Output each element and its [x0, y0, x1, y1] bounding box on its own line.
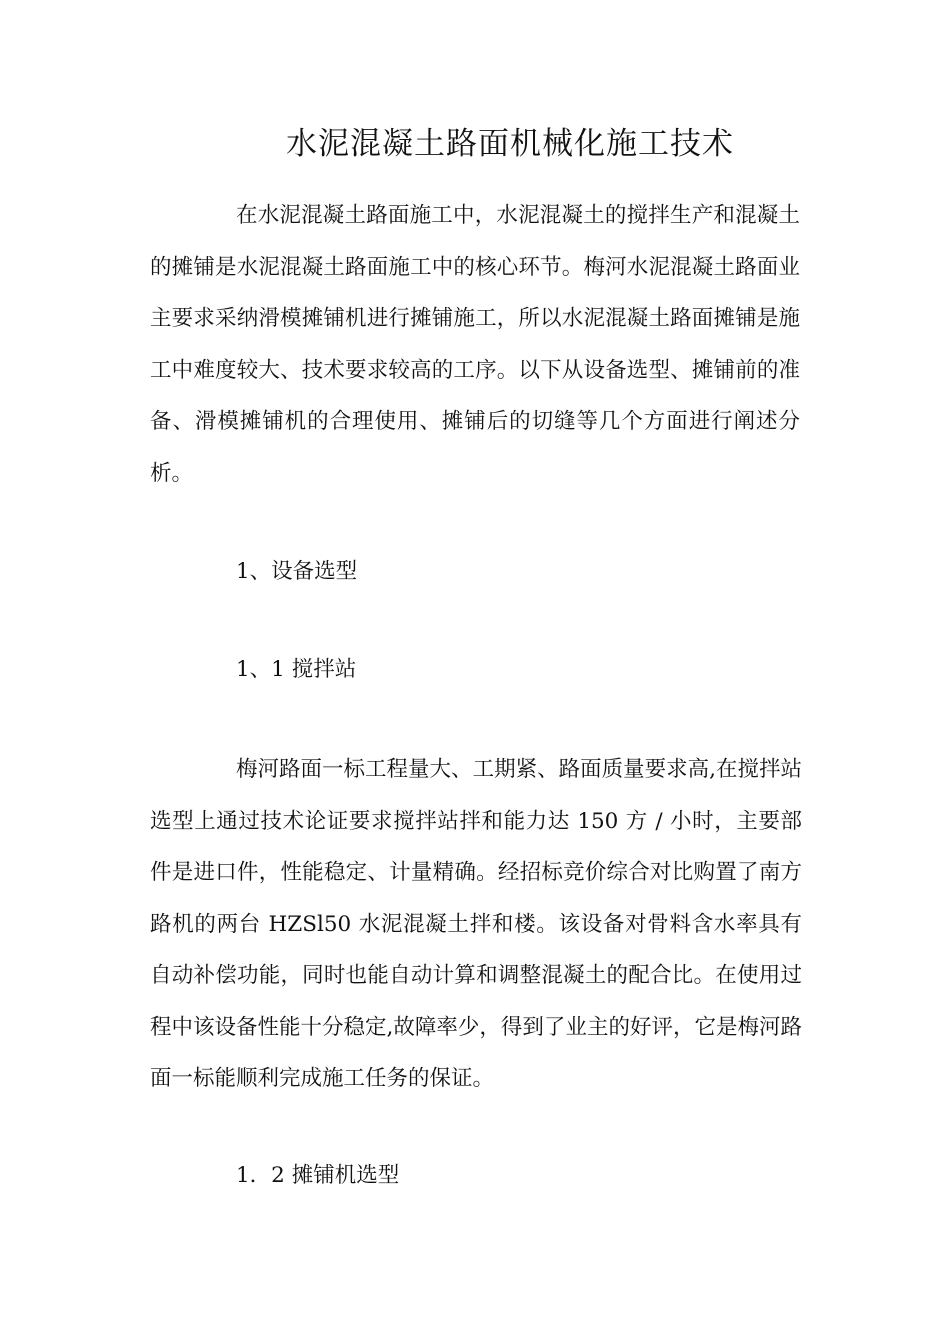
section-heading-paver-selection: 1．2 摊铺机选型	[236, 1163, 400, 1188]
section-heading-mixing-station: 1、1 搅拌站	[236, 657, 357, 682]
section-heading-equipment-selection: 1、设备选型	[236, 559, 358, 584]
mixing-station-paragraph: 梅河路面一标工程量大、工期紧、路面质量要求高,在搅拌站选型上通过技术论证要求搅拌站拌和能力达 150 方 / 小时，主要部件是进口件，性能稳定、计量精确。经招标竞价综合对比购置了南方路机的两台 HZSl50 水泥混凝土拌和楼。该设备对骨料含水率具有自动补偿功能，同时也能自动计算和调整混凝土的配合比。在使用过程中该设备性能十分稳定,故障率少，得到了业主的好评，它是梅河路面一标能顺利完成施工任务的保证。	[150, 757, 802, 1091]
intro-paragraph: 在水泥混凝土路面施工中，水泥混凝土的搅拌生产和混凝土的摊铺是水泥混凝土路面施工中的核心环节。梅河水泥混凝土路面业主要求采纳滑模摊铺机进行摊铺施工，所以水泥混凝土路面摊铺是施工中难度较大、技术要求较高的工序。以下从设备选型、摊铺前的准备、滑模摊铺机的合理使用、摊铺后的切缝等几个方面进行阐述分析。	[150, 203, 800, 486]
document-title: 水泥混凝土路面机械化施工技术	[286, 126, 734, 162]
